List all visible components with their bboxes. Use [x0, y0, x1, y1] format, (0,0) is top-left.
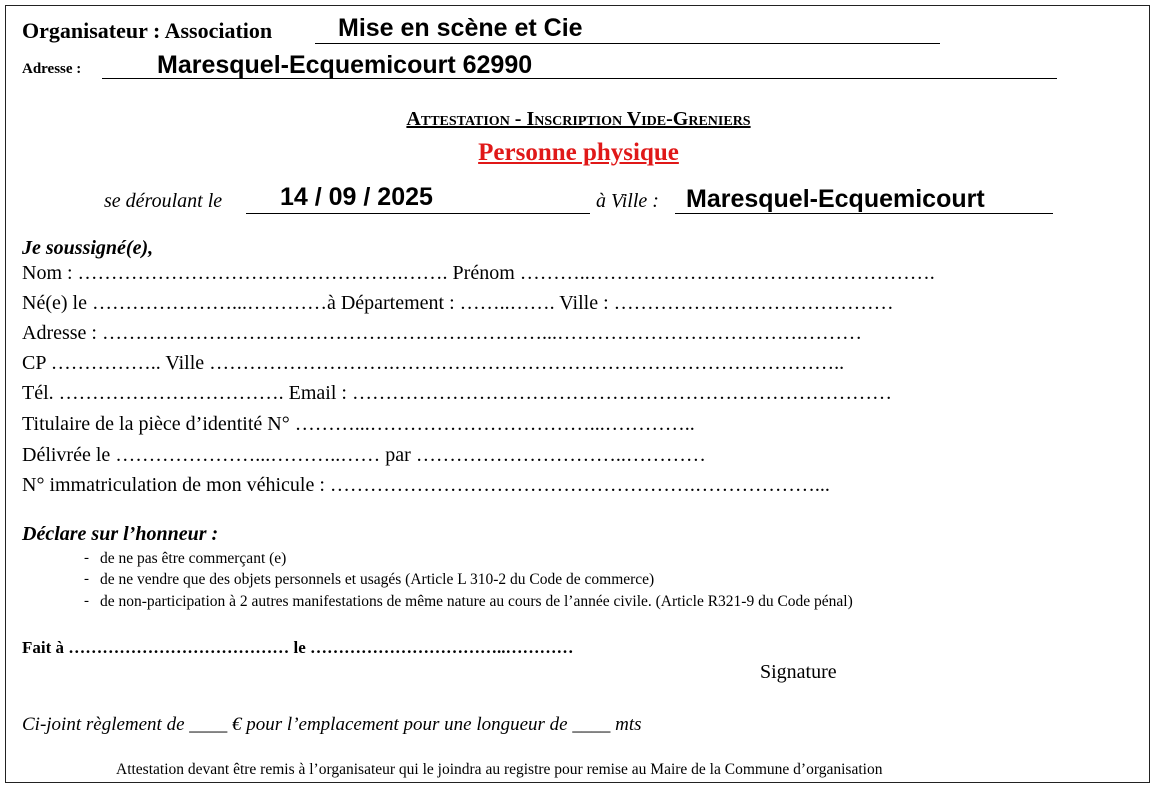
address-value: Maresquel-Ecquemicourt 62990: [157, 51, 533, 79]
declaration-bullet: -: [84, 593, 89, 609]
naissance-line: Né(e) le …………………...…………à Département : ……..……. Ville : ……………………………………: [22, 292, 894, 314]
event-date: 14 / 09 / 2025: [280, 183, 433, 211]
declaration-item: de ne pas être commerçant (e): [100, 550, 287, 567]
nom-prenom-line: Nom : ………………………………………….……. Prénom ………..…………………………………………….: [22, 262, 935, 284]
organizer-underline: [315, 43, 940, 44]
declaration-item: de ne vendre que des objets personnels et usagés (Article L 310-2 du Code de commerce): [100, 571, 655, 588]
organizer-value: Mise en scène et Cie: [338, 14, 583, 42]
footer-note: Attestation devant être remis à l’organisateur qui le joindra au registre pour remise au Maire de la Commune d’organisation: [116, 761, 883, 778]
delivree-line: Délivrée le …………………...………..…… par …………………………..…………: [22, 444, 706, 466]
date-label: se déroulant le: [104, 190, 223, 212]
fait-a-line: Fait à ………………………………… le ……………………………..…………: [22, 638, 574, 657]
tel-email-line: Tél. ……………………………. Email : ………………………………………………………………………: [22, 382, 892, 404]
date-underline: [246, 213, 590, 214]
form-heading: Je soussigné(e),: [22, 237, 154, 259]
declaration-heading: Déclare sur l’honneur :: [22, 523, 219, 545]
declaration-bullet: -: [84, 550, 89, 566]
document-title: Attestation - Inscription Vide-Greniers: [406, 108, 751, 130]
immatriculation-line: N° immatriculation de mon véhicule : ……………………………………………….………………...: [22, 474, 830, 496]
adresse-line: Adresse : …………………………………………………………...……………………………….………: [22, 322, 862, 344]
cp-ville-line: CP …………….. Ville ……………………….…………………………………………………………..: [22, 352, 845, 374]
declaration-item: de non-participation à 2 autres manifestations de même nature au cours de l’année civile. (Article R321-9 du Code pénal): [100, 593, 853, 610]
event-city: Maresquel-Ecquemicourt: [686, 185, 985, 213]
payment-line: Ci-joint règlement de ____ € pour l’emplacement pour une longueur de ____ mts: [22, 714, 642, 735]
piece-identite-line: Titulaire de la pièce d’identité N° ………...……………………………...…………..: [22, 413, 695, 435]
address-label: Adresse :: [22, 61, 82, 77]
organizer-label: Organisateur : Association: [22, 18, 273, 43]
document-subtitle: Personne physique: [478, 139, 679, 166]
signature-label: Signature: [760, 661, 837, 683]
declaration-bullet: -: [84, 571, 89, 587]
city-label: à Ville :: [596, 190, 659, 212]
